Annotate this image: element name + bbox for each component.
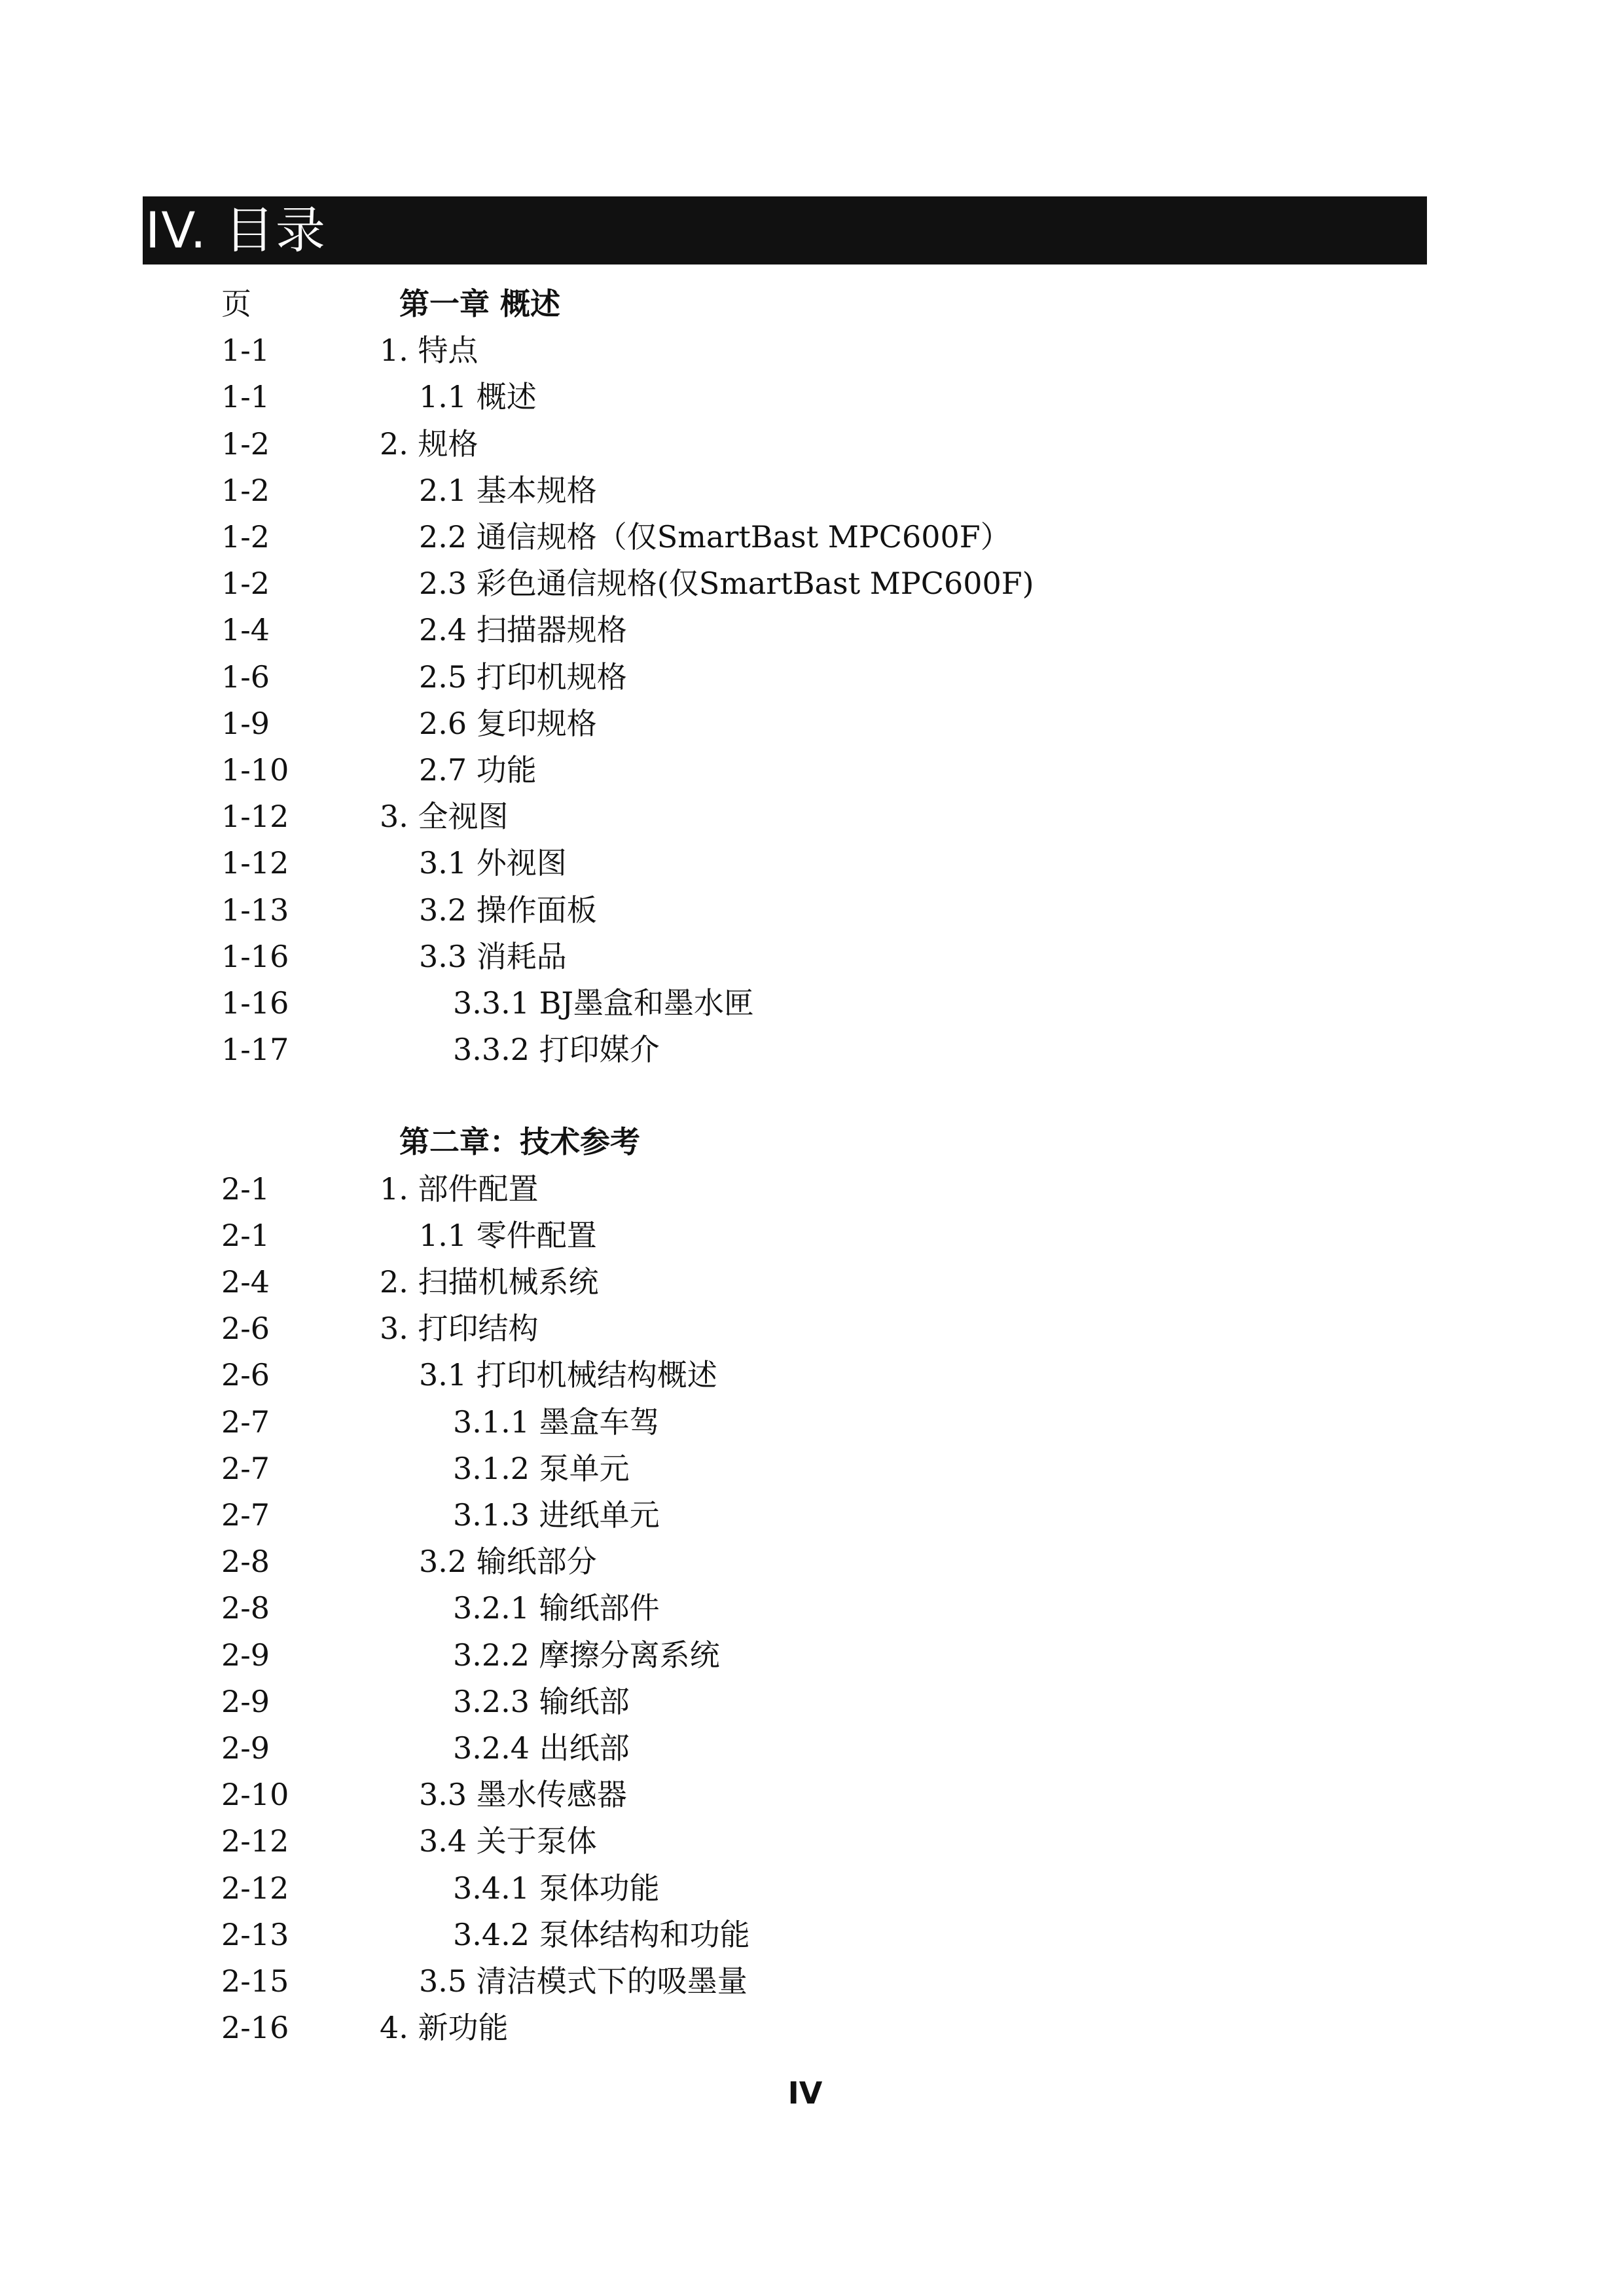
toc-page-number: 2-7 — [221, 1450, 270, 1486]
toc-entry-title: 4. 新功能 — [380, 2010, 509, 2046]
toc-entry-title: 3.3.2 打印媒介 — [453, 1032, 660, 1068]
toc-entry-title: 1. 部件配置 — [380, 1171, 539, 1207]
toc-page-number: 2-9 — [221, 1730, 270, 1766]
toc-entry-title: 3.4 关于泵体 — [419, 1823, 597, 1859]
toc-page-number: 2-8 — [221, 1590, 270, 1626]
toc-page-number: 1-9 — [221, 705, 270, 741]
toc-page-number: 2-9 — [221, 1683, 270, 1719]
toc-page-number: 1-2 — [221, 426, 270, 462]
toc-entry-title: 1.1 概述 — [419, 379, 537, 415]
toc-page-number: 2-6 — [221, 1357, 270, 1393]
toc-entry-title: 3.1 打印机械结构概述 — [419, 1357, 717, 1393]
toc-entry-title: 2. 扫描机械系统 — [380, 1264, 599, 1300]
toc-entry-title: 2.4 扫描器规格 — [419, 612, 627, 648]
toc-entry-title: 3.2.3 输纸部 — [453, 1683, 630, 1719]
toc-entry-title: 3.2.2 摩擦分离系统 — [453, 1637, 720, 1673]
toc-entry-title: 3. 全视图 — [380, 799, 509, 835]
toc-page-number: 1-2 — [221, 566, 270, 602]
toc-entry-title: 1. 特点 — [380, 333, 478, 369]
page-title: IV. 目录 — [145, 201, 327, 259]
toc-page-number: 1-17 — [221, 1032, 289, 1068]
toc-entry-title: 2.2 通信规格（仅SmartBast MPC600F） — [419, 519, 1011, 555]
toc-entry-title: 3.2.1 输纸部件 — [453, 1590, 660, 1626]
toc-entry-title: 2. 规格 — [380, 426, 478, 462]
toc-entry-title: 3.2 操作面板 — [419, 892, 597, 928]
toc-page-number: 1-16 — [221, 938, 289, 974]
toc-page-number: 2-7 — [221, 1404, 270, 1440]
toc-entry-title: 3.2 输纸部分 — [419, 1544, 597, 1580]
toc-entry-title: 2.7 功能 — [419, 752, 537, 788]
toc-page-number: 2-6 — [221, 1311, 270, 1347]
toc-entry-title: 1.1 零件配置 — [419, 1217, 597, 1253]
toc-page-number: 2-16 — [221, 2010, 289, 2046]
toc-page-number: 1-4 — [221, 612, 270, 648]
toc-page-number: 1-1 — [221, 379, 270, 415]
toc-page-number: 2-13 — [221, 1916, 289, 1952]
toc-page-number: 1-12 — [221, 799, 289, 835]
toc-entry-title: 2.3 彩色通信规格(仅SmartBast MPC600F) — [419, 566, 1034, 602]
toc-entry-title: 3.1 外视图 — [419, 845, 567, 881]
toc-page-number: 1-2 — [221, 519, 270, 555]
toc-page-number: 2-12 — [221, 1823, 289, 1859]
toc-entry-title: 3.2.4 出纸部 — [453, 1730, 630, 1766]
toc-entry-title: 第一章 概述 — [399, 286, 561, 321]
toc-page-number: 1-12 — [221, 845, 289, 881]
toc-entry-title: 3.3.1 BJ墨盒和墨水匣 — [453, 985, 754, 1021]
toc-entry-title: 2.6 复印规格 — [419, 705, 597, 741]
toc-entry-title: 3.1.3 进纸单元 — [453, 1497, 660, 1533]
toc-entry-title: 3.5 清洁模式下的吸墨量 — [419, 1963, 748, 1999]
toc-page-number: 1-6 — [221, 659, 270, 695]
toc-page-number: 1-16 — [221, 985, 289, 1021]
footer-page-number: IV — [787, 2075, 823, 2111]
toc-entry-title: 3.1.2 泵单元 — [453, 1450, 630, 1486]
toc-entry-title: 3.4.1 泵体功能 — [453, 1870, 660, 1906]
toc-page-number: 2-10 — [221, 1777, 289, 1813]
toc-page-number: 2-4 — [221, 1264, 270, 1300]
toc-page-number: 页 — [221, 286, 251, 321]
toc-page-number: 2-1 — [221, 1171, 270, 1207]
toc-page-number: 1-2 — [221, 472, 270, 508]
toc-entry-title: 第二章：技术参考 — [399, 1124, 640, 1160]
toc-entry-title: 3.4.2 泵体结构和功能 — [453, 1916, 750, 1952]
toc-page-number: 1-10 — [221, 752, 289, 788]
toc-page-number: 2-8 — [221, 1544, 270, 1580]
toc-page-number: 2-9 — [221, 1637, 270, 1673]
toc-entry-title: 3.3 消耗品 — [419, 938, 567, 974]
toc-entry-title: 2.5 打印机规格 — [419, 659, 627, 695]
toc-page-number: 2-7 — [221, 1497, 270, 1533]
toc-page-number: 1-13 — [221, 892, 289, 928]
toc-page-number: 1-1 — [221, 333, 270, 369]
toc-entry-title: 2.1 基本规格 — [419, 472, 597, 508]
toc-page-number: 2-12 — [221, 1870, 289, 1906]
toc-entry-title: 3.1.1 墨盒车驾 — [453, 1404, 660, 1440]
toc-page-number: 2-15 — [221, 1963, 289, 1999]
toc-page-number: 2-1 — [221, 1217, 270, 1253]
toc-entry-title: 3.3 墨水传感器 — [419, 1777, 627, 1813]
toc-entry-title: 3. 打印结构 — [380, 1311, 539, 1347]
